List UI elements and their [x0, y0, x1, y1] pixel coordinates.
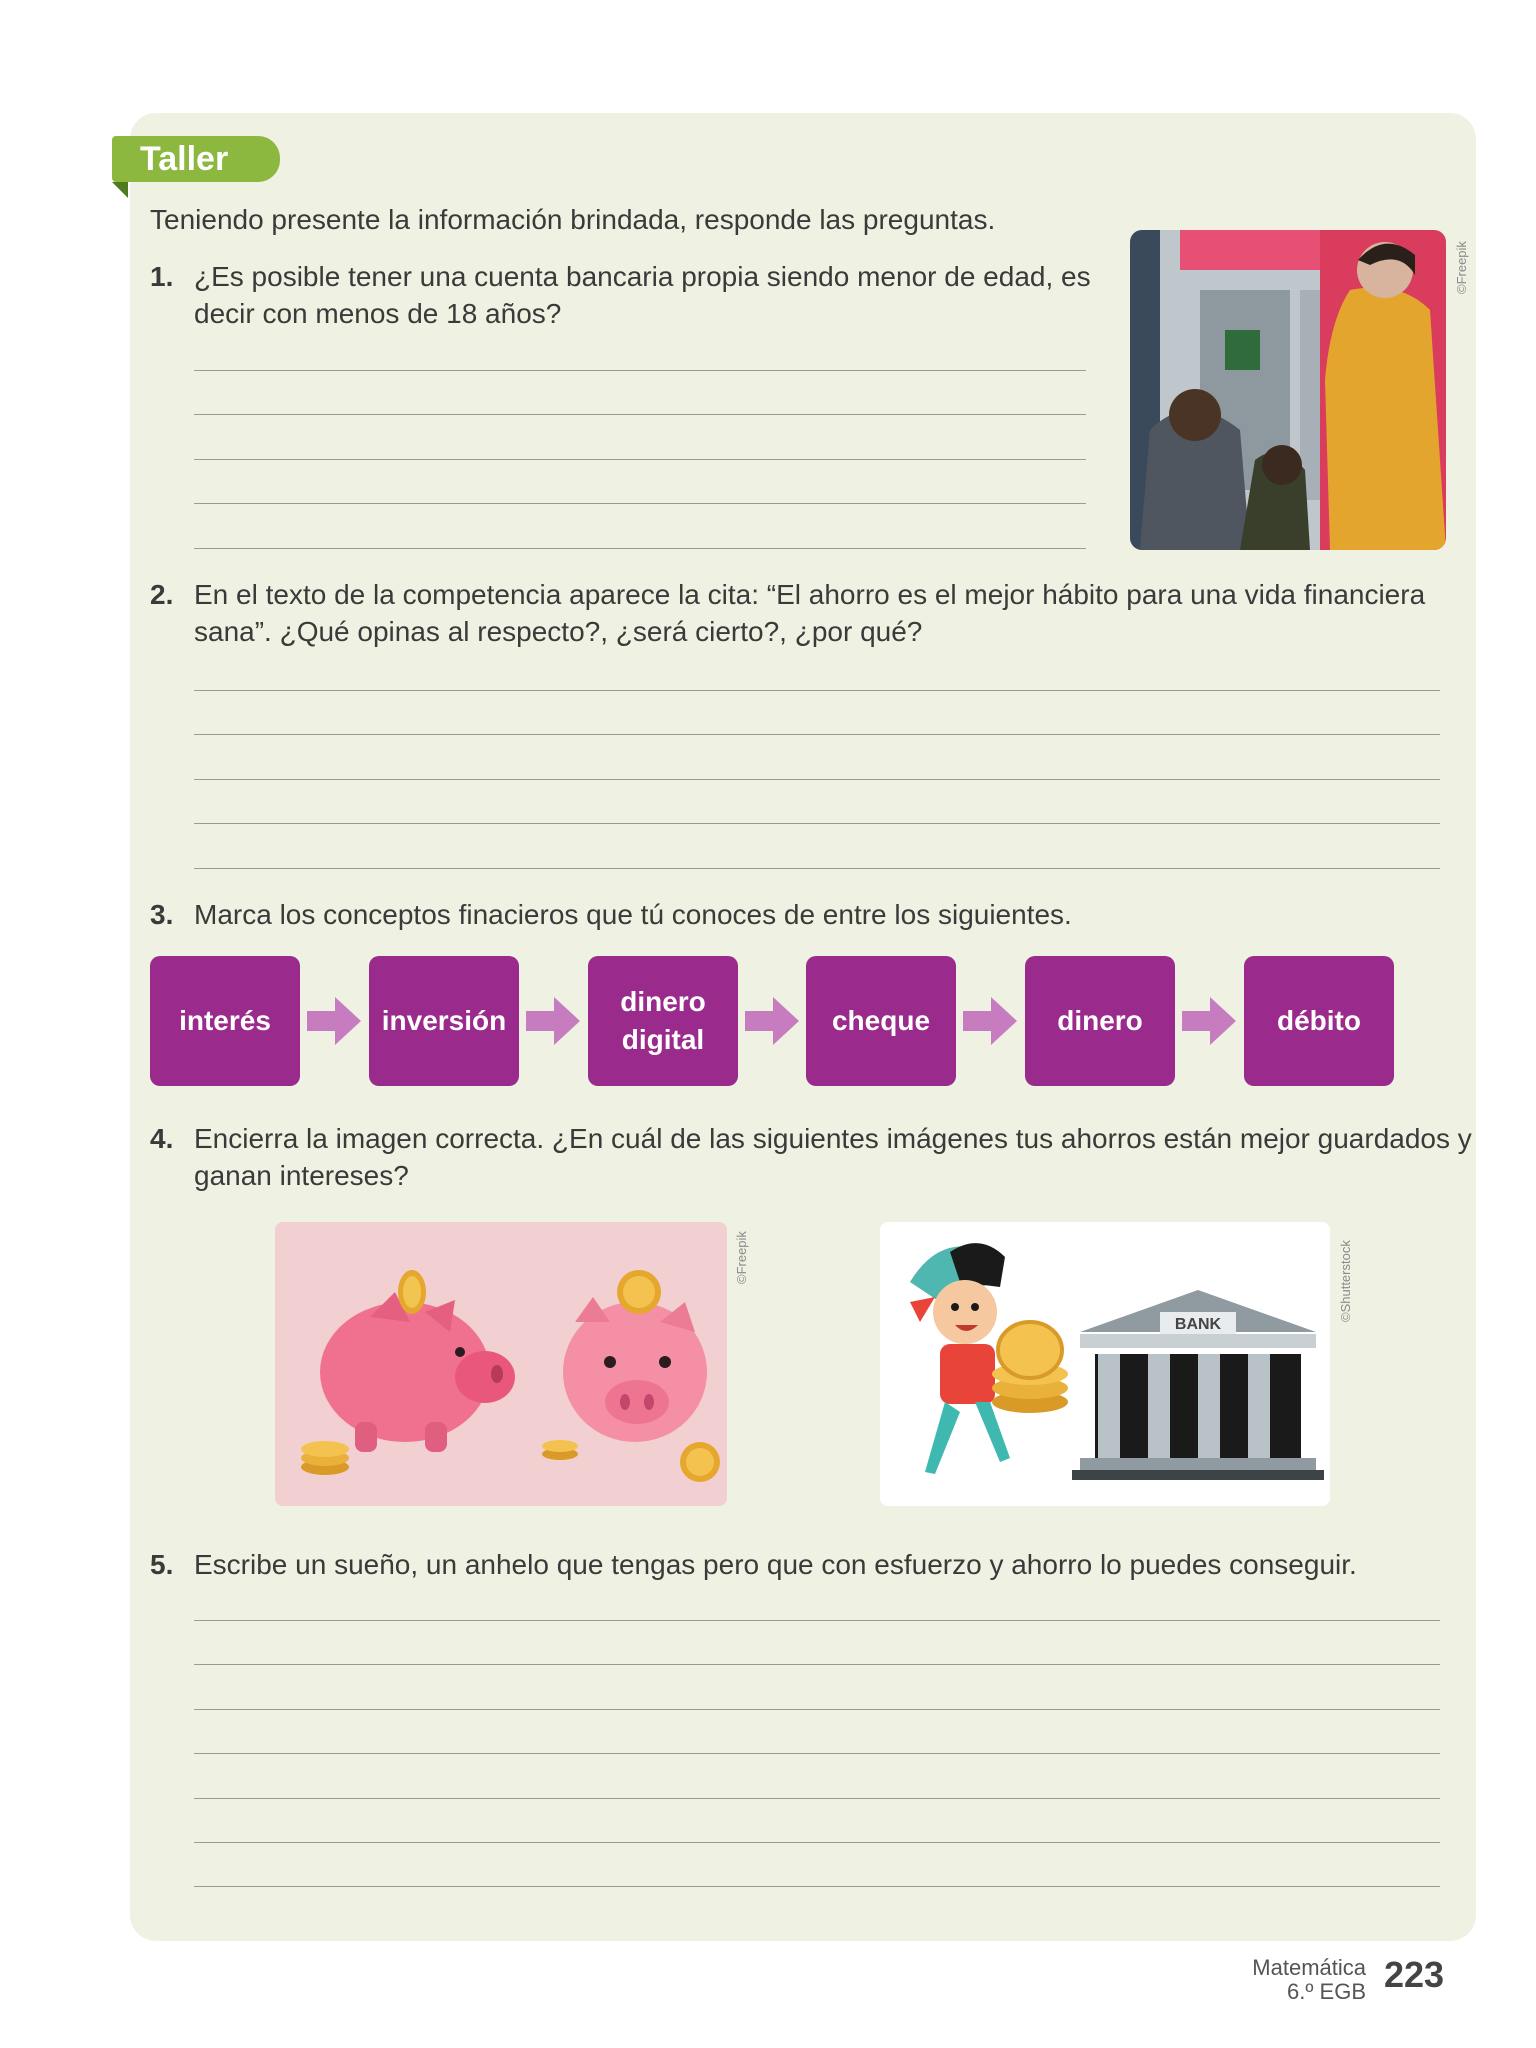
- concept-chip-interes[interactable]: interés: [150, 956, 300, 1086]
- question-text-line1: En el texto de la competencia aparece la cita: “El ahorro es el mejor hábito para una vida financiera: [194, 579, 1426, 610]
- concept-chip-cheque[interactable]: cheque: [806, 956, 956, 1086]
- question-text-line1: Marca los conceptos finacieros que tú conoces de entre los siguientes.: [194, 899, 1072, 930]
- concept-chip-inversion[interactable]: inversión: [369, 956, 519, 1086]
- question-text-line1: ¿Es posible tener una cuenta bancaria propia siendo menor de edad, es: [194, 261, 1091, 292]
- bank-image[interactable]: [880, 1222, 1330, 1506]
- arrow-right-icon: [307, 997, 361, 1045]
- arrow-right-icon: [745, 997, 799, 1045]
- concept-chip-debito[interactable]: débito: [1244, 956, 1394, 1086]
- question-5: [150, 1546, 1450, 1586]
- question-text-line2: decir con menos de 18 años?: [194, 298, 562, 329]
- arrow-right-icon: [1182, 997, 1236, 1045]
- question-4: [150, 1120, 1472, 1200]
- question-text-line1: Encierra la imagen correcta. ¿En cuál de las siguientes imágenes tus ahorros están mejor guardados y: [194, 1123, 1472, 1154]
- footer-grade: 6.º EGB: [1287, 1979, 1366, 2004]
- question-3: [150, 896, 1450, 936]
- question-number: 2.: [150, 579, 174, 610]
- workshop-tag: Taller: [112, 136, 280, 182]
- question-2: [150, 576, 1450, 656]
- bank-sign: BANK: [1174, 1316, 1222, 1333]
- question-text-line1: Escribe un sueño, un anhelo que tengas pero que con esfuerzo y ahorro lo puedes conseguir.: [194, 1549, 1357, 1580]
- footer-subject-block: [1252, 1956, 1366, 2004]
- photo-credit: ©Freepik: [1454, 241, 1469, 294]
- question-text-line2: sana”. ¿Qué opinas al respecto?, ¿será cierto?, ¿por qué?: [194, 616, 923, 647]
- arrow-right-icon: [963, 997, 1017, 1045]
- arrow-right-icon: [526, 997, 580, 1045]
- footer-subject: Matemática: [1252, 1955, 1366, 1980]
- question-1: [150, 258, 1090, 338]
- photo-credit: ©Freepik: [734, 1231, 749, 1284]
- concept-chain: [150, 956, 1390, 1086]
- photo-credit: ©Shutterstock: [1338, 1240, 1353, 1322]
- question-number: 5.: [150, 1549, 174, 1580]
- piggy-bank-image[interactable]: [275, 1222, 727, 1506]
- question-number: 1.: [150, 261, 174, 292]
- question-text-line2: ganan intereses?: [194, 1160, 409, 1191]
- concept-chip-dinero[interactable]: dinero: [1025, 956, 1175, 1086]
- question-number: 4.: [150, 1123, 174, 1154]
- concept-chip-dinero-digital[interactable]: dinero digital: [588, 956, 738, 1086]
- intro-text: Teniendo presente la información brindada, responde las preguntas.: [150, 204, 996, 235]
- atm-photo: [1130, 230, 1446, 550]
- page-number: 223: [1384, 1954, 1445, 1995]
- question-number: 3.: [150, 899, 174, 930]
- tag-fold: [112, 182, 128, 198]
